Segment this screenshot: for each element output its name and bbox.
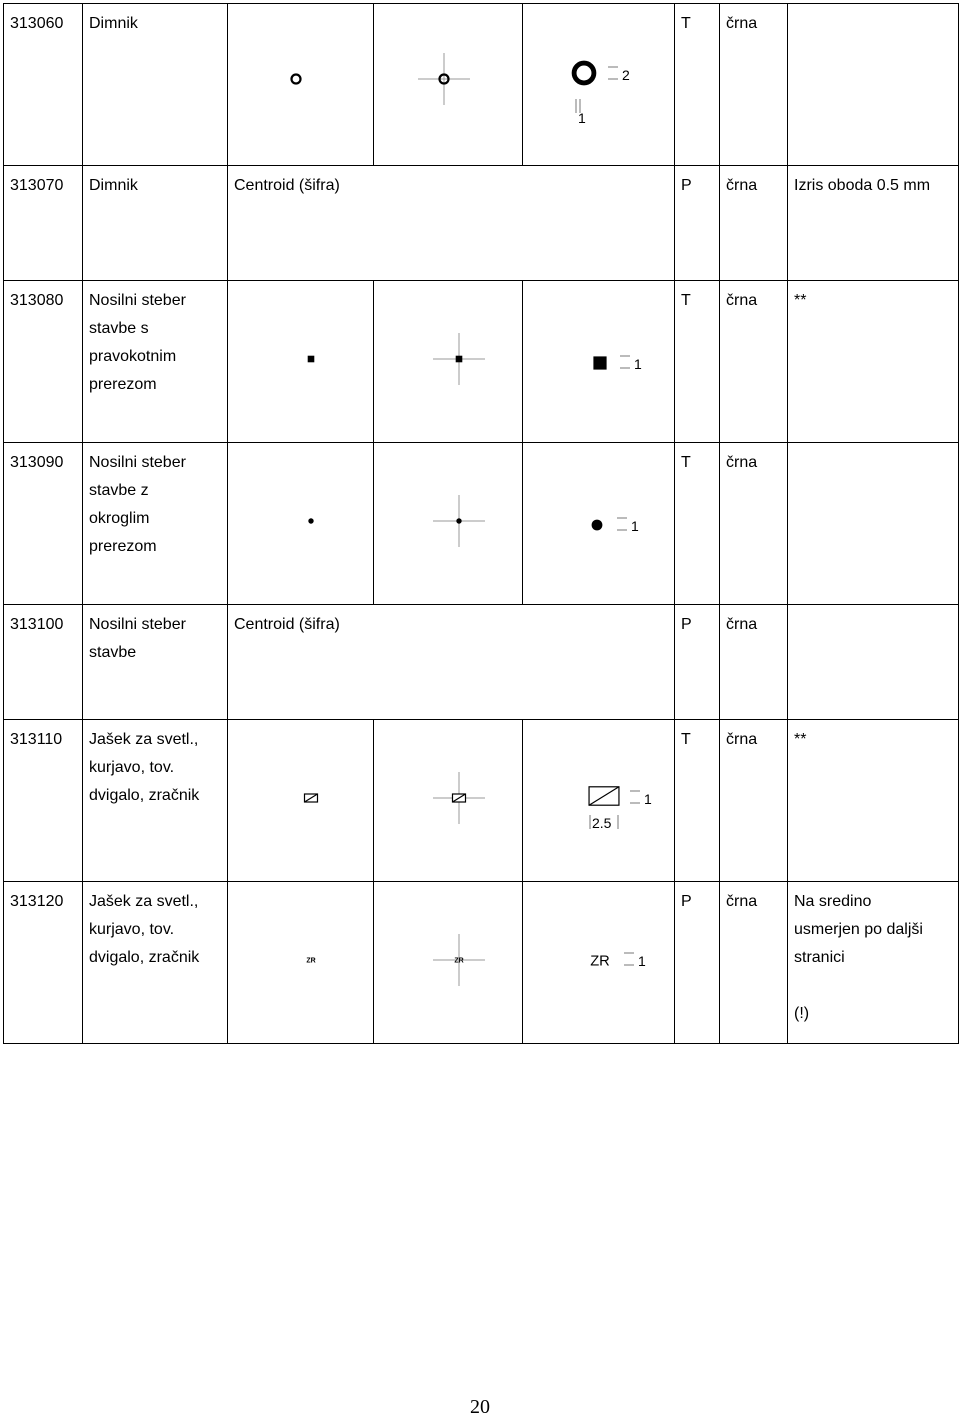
- symbol-drawing: [523, 882, 673, 1042]
- attribute-cell: Centroid (šifra): [228, 166, 675, 281]
- code-cell: 313110: [4, 720, 83, 882]
- table-row: [4, 605, 959, 720]
- symbol-drawing: [228, 4, 374, 164]
- legend-marker: [608, 67, 630, 83]
- type-cell: P: [675, 166, 720, 281]
- table-row: [4, 281, 959, 443]
- color-cell: črna: [720, 720, 788, 882]
- square-column-icon: [456, 356, 463, 363]
- chimney-ring-icon: [292, 75, 301, 84]
- color-cell: črna: [720, 4, 788, 166]
- name-cell: Dimnik: [83, 166, 228, 281]
- shaft-rect-icon: [453, 794, 466, 802]
- code-cell: 313070: [4, 166, 83, 281]
- legend-label: 1: [578, 110, 586, 126]
- symbol-drawing: [374, 882, 523, 1042]
- zr-label: ZR: [454, 957, 464, 965]
- symbol-drawing: [523, 720, 673, 880]
- legend-marker-below: [590, 815, 618, 831]
- code-cell: 313060: [4, 4, 83, 166]
- note-cell: Na sredino usmerjen po daljši stranici (!): [788, 882, 959, 1044]
- type-cell: T: [675, 4, 720, 166]
- symbol-drawing: [374, 720, 523, 880]
- code-cell: 313120: [4, 882, 83, 1044]
- legend-label: 2: [622, 67, 630, 83]
- symbol-drawing: [228, 720, 374, 880]
- legend-marker: [630, 791, 652, 807]
- legend-label: 1: [631, 518, 639, 534]
- name-cell: Nosilni steber stavbe z okroglim prerezom: [83, 443, 228, 605]
- round-column-icon: [592, 520, 603, 531]
- symbol-drawing: [228, 281, 374, 441]
- code-cell: 313090: [4, 443, 83, 605]
- symbol-small-cell: [228, 4, 374, 166]
- symbol-large-cell: [523, 443, 675, 605]
- legend-label: 2.5: [592, 815, 612, 831]
- table-row: [4, 4, 959, 166]
- code-cell: 313100: [4, 605, 83, 720]
- table-row: [4, 882, 959, 1044]
- symbol-cross-cell: [374, 882, 523, 1044]
- symbol-drawing: [523, 281, 673, 441]
- name-cell: Nosilni steber stavbe: [83, 605, 228, 720]
- legend-marker: [617, 518, 639, 534]
- type-cell: P: [675, 882, 720, 1044]
- table-row: [4, 720, 959, 882]
- symbol-drawing: [228, 882, 374, 1042]
- code-cell: 313080: [4, 281, 83, 443]
- zr-label: ZR: [590, 953, 610, 970]
- symbol-large-cell: [523, 882, 675, 1044]
- symbol-small-cell: [228, 281, 374, 443]
- table-row: [4, 443, 959, 605]
- round-column-icon: [456, 518, 461, 523]
- type-cell: T: [675, 443, 720, 605]
- symbol-small-cell: [228, 882, 374, 1044]
- color-cell: črna: [720, 605, 788, 720]
- legend-label: 1: [644, 791, 652, 807]
- zr-label: ZR: [306, 957, 316, 965]
- symbol-large-cell: [523, 720, 675, 882]
- symbol-drawing: [374, 281, 523, 441]
- symbol-drawing: [523, 443, 673, 603]
- type-cell: P: [675, 605, 720, 720]
- name-cell: Dimnik: [83, 4, 228, 166]
- symbol-small-cell: [228, 720, 374, 882]
- symbol-drawing: [374, 4, 523, 164]
- color-cell: črna: [720, 281, 788, 443]
- symbol-table: [3, 3, 959, 1044]
- symbol-cross-cell: [374, 4, 523, 166]
- table-row: [4, 166, 959, 281]
- attribute-cell: Centroid (šifra): [228, 605, 675, 720]
- legend-label: 1: [638, 953, 646, 969]
- note-cell: **: [788, 720, 959, 882]
- symbol-large-cell: [523, 281, 675, 443]
- note-cell: [788, 443, 959, 605]
- symbol-drawing: [374, 443, 523, 603]
- round-column-icon: [308, 518, 313, 523]
- shaft-rect-icon: [589, 787, 619, 805]
- symbol-large-cell: [523, 4, 675, 166]
- name-cell: Nosilni steber stavbe s pravokotnim prerezom: [83, 281, 228, 443]
- legend-label: 1: [634, 356, 642, 372]
- note-cell: **: [788, 281, 959, 443]
- square-column-icon: [308, 356, 315, 363]
- symbol-drawing: [523, 4, 673, 164]
- note-cell: [788, 4, 959, 166]
- symbol-small-cell: [228, 443, 374, 605]
- symbol-drawing: [228, 443, 374, 603]
- type-cell: T: [675, 720, 720, 882]
- note-cell: [788, 605, 959, 720]
- color-cell: črna: [720, 882, 788, 1044]
- name-cell: Jašek za svetl., kurjavo, tov. dvigalo, zračnik: [83, 720, 228, 882]
- name-cell: Jašek za svetl., kurjavo, tov. dvigalo, zračnik: [83, 882, 228, 1044]
- shaft-rect-icon: [305, 794, 318, 802]
- color-cell: črna: [720, 166, 788, 281]
- symbol-cross-cell: [374, 281, 523, 443]
- symbol-cross-cell: [374, 443, 523, 605]
- symbol-cross-cell: [374, 720, 523, 882]
- legend-marker: [620, 356, 642, 372]
- note-cell: Izris oboda 0.5 mm: [788, 166, 959, 281]
- color-cell: črna: [720, 443, 788, 605]
- square-column-icon: [593, 356, 606, 369]
- chimney-ring-icon: [574, 63, 594, 83]
- legend-marker: [624, 953, 646, 969]
- page-number: 20: [470, 1396, 490, 1418]
- type-cell: T: [675, 281, 720, 443]
